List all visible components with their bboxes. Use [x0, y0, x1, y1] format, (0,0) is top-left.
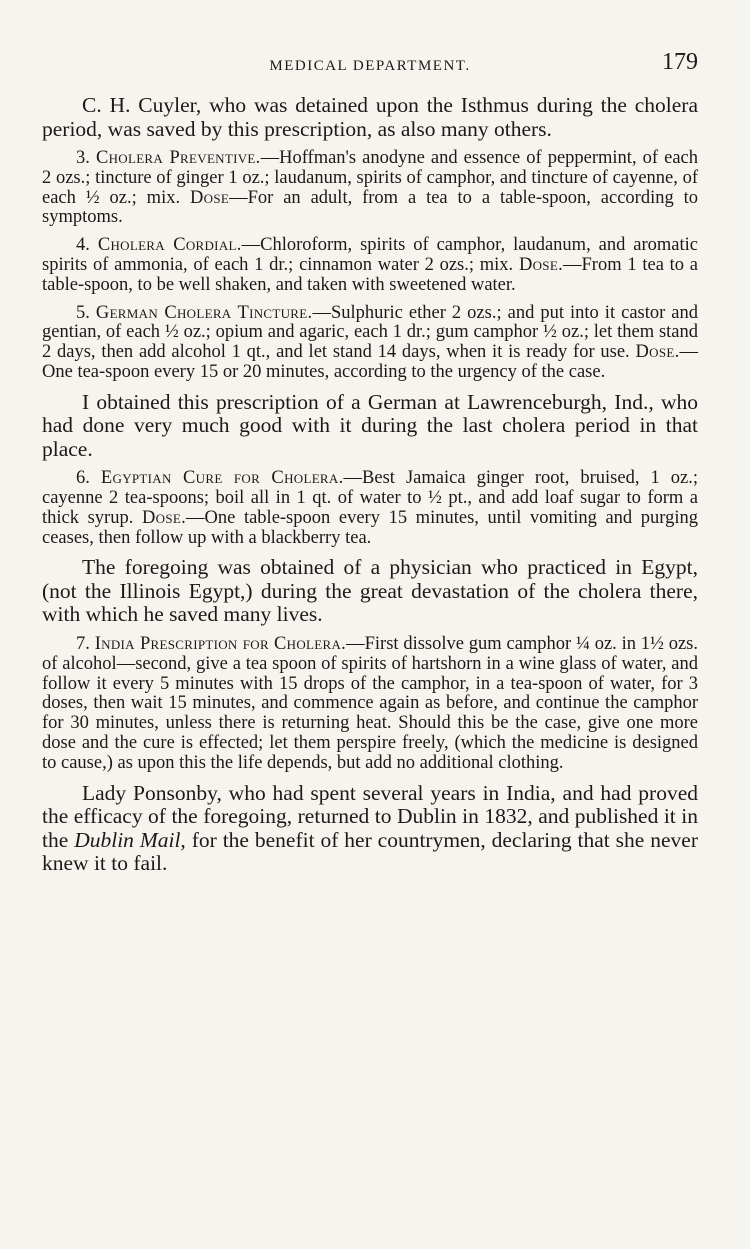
dose-text: —One table-spoon every 15 minutes, until vomiting and purging ceases, then follow up with a blackberry tea.	[42, 507, 698, 548]
dose-label: Dose	[190, 187, 230, 208]
recipe-text: —Best Jamaica ginger root, bruised, 1 oz.; cayenne 2 tea-spoons; boil all in 1 qt. of water to ½ pt., and add loaf sugar to form a thick syrup.	[42, 468, 699, 528]
recipe-india-prescription	[42, 635, 698, 774]
paragraph-lawrenceburgh	[42, 391, 698, 462]
recipe-cholera-preventive	[42, 149, 698, 228]
recipe-number: 4.	[76, 235, 90, 256]
recipe-number: 3.	[76, 148, 90, 168]
paragraph-text: The foregoing was obtained of a physician who practiced in Egypt, (not the Illinois Egypt,) during the great devastation of the cholera there, with which he saved many lives.	[42, 555, 698, 627]
recipe-title: Egyptian Cure for Cholera.	[100, 468, 344, 489]
dose-text: —From 1 tea to a table-spoon, to be well shaken, and taken with sweetened water.	[42, 254, 699, 295]
dose-text: —One tea-spoon every 15 or 20 minutes, according to the urgency of the case.	[42, 342, 699, 382]
paragraph-cuyler	[42, 94, 698, 141]
newspaper-title: Dublin Mail,	[74, 827, 186, 852]
dose-label: Dose.	[518, 254, 563, 275]
dose-text: —For an adult, from a tea to a table-spoon, according to symptoms.	[42, 187, 699, 228]
paragraph-lady-ponsonby	[42, 782, 698, 876]
recipe-cholera-cordial	[42, 236, 698, 295]
recipe-number: 7.	[76, 633, 90, 654]
recipe-title: Cholera Preventive.	[95, 148, 261, 168]
running-title: MEDICAL DEPARTMENT.	[269, 58, 471, 74]
recipe-text: —First dissolve gum camphor ¼ oz. in 1½ ozs. of alcohol—second, give a tea spoon of spirits of hartshorn in a wine glass of water, and follow it every 5 minutes with 15 drops of the camphor, in a tea-spoon of water, for 3 doses, then wait 15 minutes, and commence again as before, and continue the camphor for 30 minutes, unless there is returning heat. Should this be the case, give one more dose and the cure is effected; let them perspire freely, (which the medicine is designed to cause,) as upon this the life depends, but add no additional clothing.	[42, 633, 698, 773]
recipe-number: 5.	[76, 302, 90, 323]
paragraph-text: C. H. Cuyler, who was detained upon the Isthmus during the cholera period, was saved by this prescription, as also many others.	[42, 93, 698, 141]
dose-label: Dose.	[141, 507, 187, 528]
recipe-title: German Cholera Tincture.	[95, 302, 313, 323]
paragraph-text: Lady Ponsonby, who had spent several years in India, and had proved the efficacy of the foregoing, returned to Dublin in 1832, and published it in the	[42, 780, 698, 852]
dose-label: Dose.	[635, 342, 680, 363]
recipe-text: —Hoffman's anodyne and essence of peppermint, of each 2 ozs.; tincture of ginger 1 oz.; laudanum, spirits of camphor, and tincture of cayenne, of each ½ oz.; mix.	[42, 148, 698, 208]
recipe-text: —Sulphuric ether 2 ozs.; and put into it castor and gentian, of each ½ oz.; opium and agaric, each 1 dr.; gum camphor ½ oz.; let them stand 2 days, then add alcohol 1 qt., and let stand 14 days, when it is ready for use.	[42, 302, 699, 363]
recipe-title: Cholera Cordial.	[97, 235, 242, 256]
recipe-egyptian-cure	[42, 469, 698, 548]
paragraph-egypt-physician	[42, 556, 698, 627]
running-head	[42, 48, 698, 84]
paragraph-text: I obtained this prescription of a German at Lawrenceburgh, Ind., who had done very much good with it during the last cholera period in that place.	[42, 389, 698, 461]
recipe-german-cholera-tincture	[42, 304, 698, 383]
page-content	[42, 94, 698, 884]
recipe-title: India Prescription for Cholera.	[94, 633, 347, 654]
recipe-number: 6.	[76, 468, 90, 489]
recipe-text: —Chloroform, spirits of camphor, laudanum, and aromatic spirits of ammonia, of each 1 dr.; cinnamon water 2 ozs.; mix.	[42, 235, 698, 275]
page-number: 179	[662, 49, 698, 75]
paragraph-text: for the benefit of her countrymen, declaring that she never knew it to fail.	[42, 827, 698, 876]
